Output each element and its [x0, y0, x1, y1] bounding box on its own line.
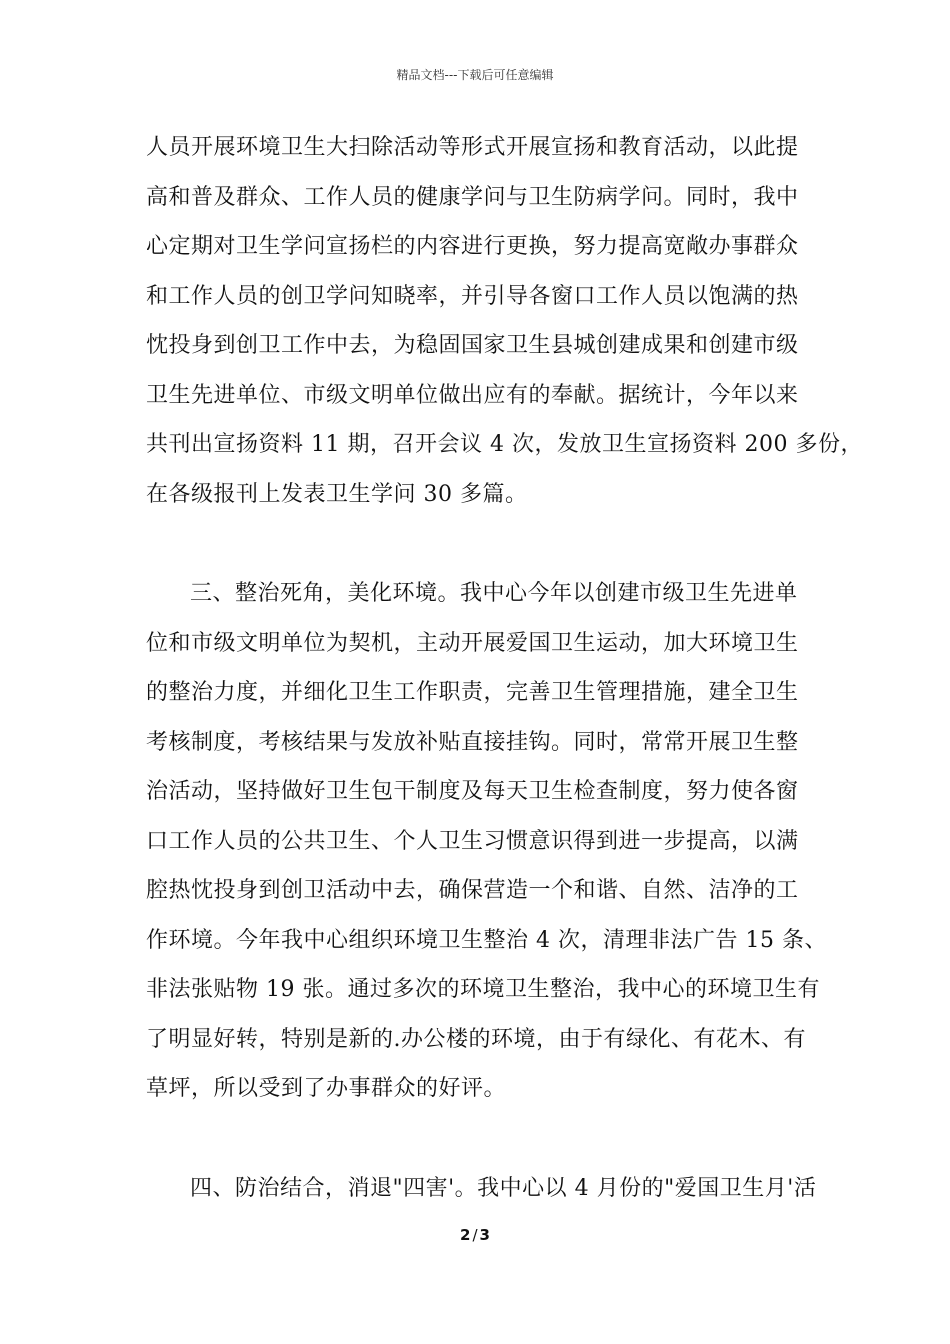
page-current: 2 [460, 1226, 471, 1244]
text-line: 卫生先进单位、市级文明单位做出应有的奉献。据统计，今年以来 [146, 382, 799, 408]
text-line: 口工作人员的公共卫生、个人卫生习惯意识得到进一步提高，以满 [146, 828, 799, 854]
page-separator: / [472, 1226, 478, 1244]
paragraph-environment [146, 569, 827, 1114]
paragraph-publicity [146, 123, 863, 519]
text-line: 忱投身到创卫工作中去，为稳固国家卫生县城创建成果和创建市级 [146, 333, 799, 358]
page-number [0, 1226, 950, 1244]
text-line: 四、防治结合，消退"四害'。我中心以 4 月份的"爱国卫生月'活 [190, 1176, 817, 1201]
text-line: 腔热忱投身到创卫活动中去，确保营造一个和谐、自然、洁净的工 [146, 878, 799, 903]
paragraph-pest-control [146, 1164, 824, 1214]
text-line: 位和市级文明单位为契机，主动开展爱国卫生运动，加大环境卫生 [146, 630, 799, 656]
text-line: 在各级报刊上发表卫生学问 30 多篇。 [146, 481, 528, 507]
text-line: 心定期对卫生学问宣扬栏的内容进行更换，努力提高宽敞办事群众 [146, 234, 799, 259]
text-line: 共刊出宣扬资料 11 期，召开会议 4 次，发放卫生宣扬资料 200 多份， [146, 432, 863, 457]
text-line: 和工作人员的创卫学问知晓率，并引导各窗口工作人员以饱满的热 [146, 283, 799, 309]
text-line: 三、整治死角，美化环境。我中心今年以创建市级卫生先进单 [190, 581, 798, 606]
text-line: 的整治力度，并细化卫生工作职责，完善卫生管理措施，建全卫生 [146, 680, 799, 705]
page-total: 3 [479, 1226, 490, 1244]
document-header: 精品文档---下载后可任意编辑 [396, 68, 554, 82]
text-line: 人员开展环境卫生大扫除活动等形式开展宣扬和教育活动，以此提 [146, 135, 799, 160]
text-line: 了明显好转，特别是新的.办公楼的环境，由于有绿化、有花木、有 [146, 1026, 806, 1052]
text-line: 非法张贴物 19 张。通过多次的环境卫生整治，我中心的环境卫生有 [146, 977, 820, 1002]
text-line: 草坪，所以受到了办事群众的好评。 [146, 1076, 507, 1101]
text-line: 作环境。今年我中心组织环境卫生整治 4 次，清理非法广告 15 条、 [146, 927, 827, 953]
text-line: 考核制度，考核结果与发放补贴直接挂钩。同时，常常开展卫生整 [146, 729, 799, 755]
text-line: 高和普及群众、工作人员的健康学问与卫生防病学问。同时，我中 [146, 184, 799, 210]
text-line: 治活动，坚持做好卫生包干制度及每天卫生检查制度，努力使各窗 [146, 779, 799, 804]
